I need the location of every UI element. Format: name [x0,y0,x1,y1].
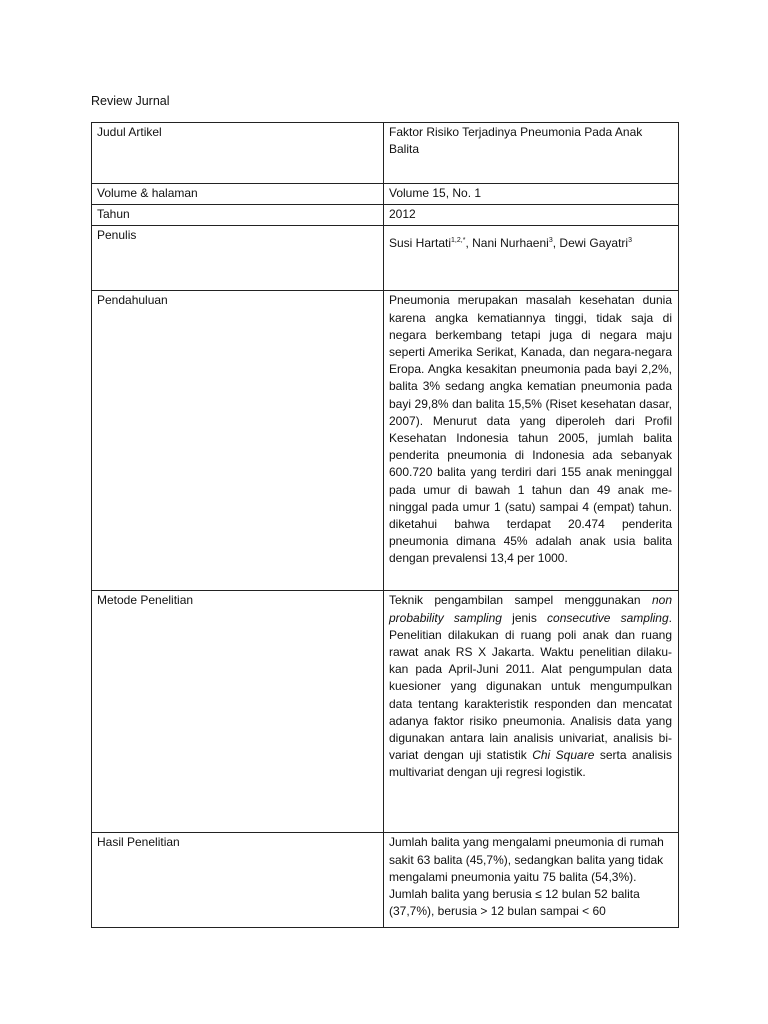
row-value-tahun: 2012 [384,205,679,226]
metode-text: Teknik pengambilan sampel menggunakan [389,593,652,608]
row-value-hasil: Jumlah balita yang mengalami pneumonia di rumah sakit 63 balita (45,7%), sedangkan balita yang tidak mengalami pneumonia yaitu 75 balita (54,3%). Jumlah balita yang berusia ≤ 12 bulan 52 balita (37,7%), berusia > 12 bulan sampai < 60 [384,833,679,928]
row-value-judul: Faktor Risiko Terjadinya Pneumonia Pada Anak Balita [384,123,679,184]
metode-text: serta analisis multivariat dengan uji regresi logistik. [389,748,672,780]
table-row-penulis [92,226,679,291]
author-name: Nani Nurhaeni [472,236,549,251]
table-row-tahun [92,205,679,226]
review-table [91,122,679,928]
table-row-judul [92,123,679,184]
row-value-volume: Volume 15, No. 1 [384,184,679,205]
author-affiliation: 1,2,* [451,237,466,245]
metode-text-italic: Chi Square [532,748,595,763]
metode-text-italic: consecutive sampling [547,610,669,625]
author-affiliation: 3 [548,237,553,245]
row-value-penulis [384,226,679,291]
table-row-hasil [92,833,679,928]
row-label-tahun: Tahun [92,205,384,226]
row-label-volume: Volume & halaman [92,184,384,205]
metode-text: jenis [501,610,548,625]
metode-text-italic: non probability sampling [389,593,672,625]
author-separator: , [552,236,560,251]
row-label-pendahuluan: Pendahuluan [92,291,384,591]
author-name: Dewi Gayatri [559,236,629,251]
author-name: Susi Hartati [389,236,452,251]
row-label-penulis: Penulis [92,226,384,291]
row-label-judul: Judul Artikel [92,123,384,184]
row-value-metode [384,591,679,833]
author-separator: , [465,236,473,251]
row-label-metode: Metode Penelitian [92,591,384,833]
row-label-hasil: Hasil Penelitian [92,833,384,928]
table-row-metode [92,591,679,833]
table-row-pendahuluan [92,291,679,591]
author-affiliation: 3 [628,237,632,245]
metode-text: . Penelitian dilakukan di ruang poli anak dan ruang rawat anak RS X Jakarta. Waktu penelitian dilaku-kan pada April-Juni 2011. Alat pengumpulan data kuesioner yang digunakan untuk mengumpulkan data tentang karakteristik responden dan mencatat adanya faktor risiko pneumonia. Analisis data yang digunakan antara lain analisis univariat, analisis bi- variat dengan uji statistik [389,610,672,763]
table-row-volume [92,184,679,205]
row-value-pendahuluan: Pneumonia merupakan masalah kesehatan dunia karena angka kematiannya tinggi, tidak saja di negara berkembang tetapi juga di negara maju seperti Amerika Serikat, Kanada, dan negara-negara Eropa. Angka kesakitan pneumonia pada bayi 2,2%, balita 3% sedang angka kematian pneumonia pada bayi 29,8% dan balita 15,5% (Riset kesehatan dasar, 2007). Menurut data yang diperoleh dari Profil Kesehatan Indonesia tahun 2005, jumlah balita penderita pneumonia di Indonesia ada sebanyak 600.720 balita yang terdiri dari 155 anak meninggal pada umur di bawah 1 tahun dan 49 anak me- ninggal pada umur 1 (satu) sampai 4 (empat) tahun. diketahui bahwa terdapat 20.474 penderita pneumonia dimana 45% adalah anak usia balita dengan prevalensi 13,4 per 1000. [384,291,679,591]
document-heading: Review Jurnal [91,94,170,108]
